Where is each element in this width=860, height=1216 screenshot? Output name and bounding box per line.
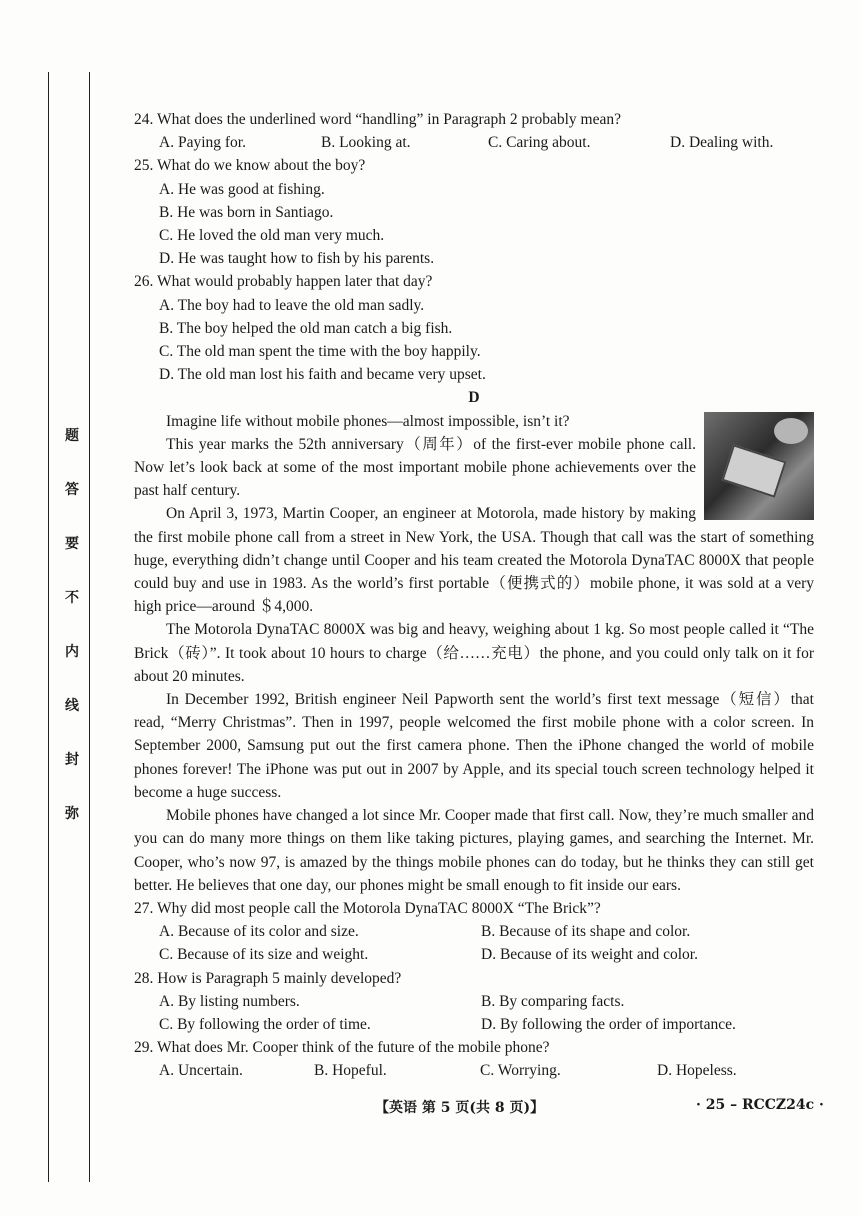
seal-char: 内 — [65, 644, 79, 660]
option-c: C. The old man spent the time with the boy happily. — [159, 343, 481, 361]
question-24-stem: 24. What does the underlined word “handling” in Paragraph 2 probably mean? — [134, 111, 621, 128]
passage-paragraph: Imagine life without mobile phones—almost impossible, isn’t it? — [166, 412, 570, 430]
option-d: D. Hopeless. — [657, 1062, 737, 1080]
phone-shape — [721, 444, 786, 497]
option-c: C. Because of its size and weight. — [159, 946, 369, 964]
question-27-stem: 27. Why did most people call the Motorola DynaTAC 8000X “The Brick”? — [134, 899, 601, 917]
passage-paragraph: On April 3, 1973, Martin Cooper, an engineer at Motorola, made history by making the first mobile phone call from a street in New York, the USA. Though that call was the start of something huge, everything didn’t change until Cooper and his team created the Motorola DynaTAC 8000X that people could buy and use in 1983. As the world’s first portable（便携式的）mobile phone, it was sold at a very high price—around ＄4,000. — [134, 505, 814, 616]
option-b: B. By comparing facts. — [481, 992, 625, 1010]
mobile-phone-photo — [704, 412, 814, 520]
seal-char: 答 — [65, 482, 79, 498]
question-28-stem: 28. How is Paragraph 5 mainly developed? — [134, 969, 402, 987]
option-d: D. Because of its weight and color. — [481, 946, 698, 964]
option-d: D. Dealing with. — [670, 134, 774, 152]
question-26-stem: 26. What would probably happen later that day? — [134, 273, 433, 291]
page-number-label: 【英语 第 5 页(共 8 页)】 — [375, 1100, 545, 1116]
seal-char: 不 — [65, 590, 79, 606]
question-25-stem: 25. What do we know about the boy? — [134, 157, 366, 175]
exam-content — [134, 108, 814, 1083]
option-a: A. Uncertain. — [159, 1062, 243, 1080]
question-27-options-row1 — [159, 920, 814, 943]
seal-char: 要 — [65, 536, 79, 552]
question-29-stem: 29. What does Mr. Cooper think of the future of the mobile phone? — [134, 1039, 550, 1057]
question-27-options-row2 — [159, 943, 814, 966]
option-c: C. By following the order of time. — [159, 1015, 371, 1033]
seal-char: 封 — [65, 752, 79, 768]
option-d: D. He was taught how to fish by his parents. — [159, 250, 435, 268]
cup-shape — [774, 418, 808, 444]
binding-line-right — [89, 72, 90, 1182]
seal-char: 线 — [65, 698, 79, 714]
option-b: B. Looking at. — [321, 134, 411, 152]
option-d: D. By following the order of importance. — [481, 1015, 736, 1033]
option-b: B. Because of its shape and color. — [481, 923, 691, 941]
option-c: C. Worrying. — [480, 1062, 561, 1080]
passage-paragraph: The Motorola DynaTAC 8000X was big and heavy, weighing about 1 kg. So most people called it “The Brick（砖）”. It took about 10 hours to charge（给……充电）the phone, and you could only talk on it for about 20 minutes. — [134, 621, 814, 685]
exam-code: · 25 – RCCZ24c · — [696, 1097, 824, 1113]
binding-line-left — [48, 72, 49, 1182]
option-a: A. The boy had to leave the old man sadly. — [159, 296, 425, 314]
seal-char: 弥 — [65, 806, 79, 822]
option-a: A. Because of its color and size. — [159, 923, 359, 941]
option-c: C. He loved the old man very much. — [159, 227, 385, 245]
question-24-options — [159, 131, 814, 154]
option-b: B. The boy helped the old man catch a big fish. — [159, 319, 453, 337]
option-c: C. Caring about. — [488, 134, 591, 152]
seal-char: 题 — [65, 428, 79, 444]
seal-line-text — [60, 425, 84, 823]
option-a: A. By listing numbers. — [159, 992, 300, 1010]
question-28-options-row1 — [159, 990, 814, 1013]
option-a: A. He was good at fishing. — [159, 180, 325, 198]
option-b: B. He was born in Santiago. — [159, 203, 334, 221]
passage-paragraph: Mobile phones have changed a lot since Mr. Cooper made that first call. Now, they’re much smaller and you can do many more things on them like taking pictures, playing games, and searching the Internet. Mr. Cooper, who’s now 97, is amazed by the things mobile phones can do today, but he thinks they can still get better. He believes that one day, our phones might be small enough to fit inside our ears. — [134, 807, 814, 894]
question-29-options — [159, 1059, 814, 1082]
option-b: B. Hopeful. — [314, 1062, 387, 1080]
passage-paragraph: This year marks the 52th anniversary（周年）of the first-ever mobile phone call. Now let’s look back at some of the most important mobile phone achievements over the past half century. — [134, 435, 696, 500]
option-d: D. The old man lost his faith and became very upset. — [159, 366, 486, 384]
section-d-title: D — [468, 389, 480, 407]
passage-paragraph: In December 1992, British engineer Neil Papworth sent the world’s first text message（短信）that read, “Merry Christmas”. Then in 1997, people welcomed the first mobile phone with a color screen. In September 2000, Samsung put out the first camera phone. Then the iPhone changed the world of mobile phones forever! The iPhone was put out in 2007 by Apple, and its special touch screen technology helped it become a huge success. — [134, 691, 814, 801]
option-a: A. Paying for. — [159, 134, 246, 152]
question-28-options-row2 — [159, 1013, 814, 1036]
